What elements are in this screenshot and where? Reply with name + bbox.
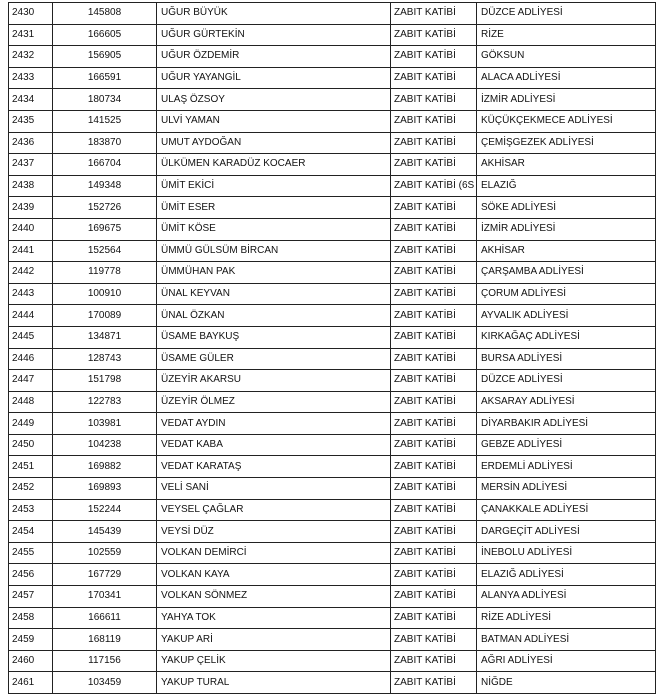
registration-id-cell: 145808	[53, 3, 157, 25]
full-name-cell: ULAŞ ÖZSOY	[157, 89, 391, 111]
row-number-cell: 2438	[9, 175, 53, 197]
job-title-cell: ZABIT KATİBİ	[391, 89, 477, 111]
table-row	[9, 283, 656, 305]
assigned-location-cell: ÇEMİŞGEZEK ADLİYESİ	[477, 132, 656, 154]
registration-id-cell: 169882	[53, 456, 157, 478]
registration-id-cell: 141525	[53, 110, 157, 132]
full-name-cell: VEDAT AYDIN	[157, 413, 391, 435]
full-name-cell: ÜSAME BAYKUŞ	[157, 326, 391, 348]
job-title-cell: ZABIT KATİBİ	[391, 46, 477, 68]
row-number-cell: 2461	[9, 672, 53, 694]
job-title-cell: ZABIT KATİBİ	[391, 326, 477, 348]
full-name-cell: UĞUR ÖZDEMİR	[157, 46, 391, 68]
registration-id-cell: 117156	[53, 650, 157, 672]
row-number-cell: 2443	[9, 283, 53, 305]
assigned-location-cell: DÜZCE ADLİYESİ	[477, 370, 656, 392]
table-row	[9, 240, 656, 262]
table-row	[9, 89, 656, 111]
job-title-cell: ZABIT KATİBİ	[391, 348, 477, 370]
assigned-location-cell: DİYARBAKIR ADLİYESİ	[477, 413, 656, 435]
registration-id-cell: 145439	[53, 521, 157, 543]
row-number-cell: 2445	[9, 326, 53, 348]
row-number-cell: 2442	[9, 262, 53, 284]
full-name-cell: ULVİ YAMAN	[157, 110, 391, 132]
assigned-location-cell: ÇANAKKALE ADLİYESİ	[477, 499, 656, 521]
job-title-cell: ZABIT KATİBİ	[391, 542, 477, 564]
full-name-cell: ÜZEYİR AKARSU	[157, 370, 391, 392]
full-name-cell: UMUT AYDOĞAN	[157, 132, 391, 154]
full-name-cell: ÜZEYİR ÖLMEZ	[157, 391, 391, 413]
assigned-location-cell: BATMAN ADLİYESİ	[477, 629, 656, 651]
full-name-cell: ÜMİT EKİCİ	[157, 175, 391, 197]
job-title-cell: ZABIT KATİBİ	[391, 672, 477, 694]
row-number-cell: 2453	[9, 499, 53, 521]
registration-id-cell: 152726	[53, 197, 157, 219]
assigned-location-cell: AĞRI ADLİYESİ	[477, 650, 656, 672]
row-number-cell: 2448	[9, 391, 53, 413]
registration-id-cell: 152564	[53, 240, 157, 262]
job-title-cell: ZABIT KATİBİ	[391, 413, 477, 435]
job-title-cell: ZABIT KATİBİ	[391, 629, 477, 651]
registration-id-cell: 104238	[53, 434, 157, 456]
registration-id-cell: 100910	[53, 283, 157, 305]
full-name-cell: VOLKAN SÖNMEZ	[157, 586, 391, 608]
assigned-location-cell: KÜÇÜKÇEKMECE ADLİYESİ	[477, 110, 656, 132]
job-title-cell: ZABIT KATİBİ	[391, 499, 477, 521]
assigned-location-cell: AKSARAY ADLİYESİ	[477, 391, 656, 413]
table-row	[9, 434, 656, 456]
registration-id-cell: 119778	[53, 262, 157, 284]
registration-id-cell: 169675	[53, 218, 157, 240]
job-title-cell: ZABIT KATİBİ	[391, 197, 477, 219]
assigned-location-cell: ÇORUM ADLİYESİ	[477, 283, 656, 305]
row-number-cell: 2436	[9, 132, 53, 154]
job-title-cell: ZABIT KATİBİ	[391, 262, 477, 284]
row-number-cell: 2440	[9, 218, 53, 240]
full-name-cell: VEDAT KARATAŞ	[157, 456, 391, 478]
full-name-cell: VEDAT KABA	[157, 434, 391, 456]
job-title-cell: ZABIT KATİBİ	[391, 434, 477, 456]
table-row	[9, 24, 656, 46]
row-number-cell: 2457	[9, 586, 53, 608]
assigned-location-cell: RİZE	[477, 24, 656, 46]
assigned-location-cell: ALANYA ADLİYESİ	[477, 586, 656, 608]
table-row	[9, 218, 656, 240]
table-row	[9, 499, 656, 521]
row-number-cell: 2459	[9, 629, 53, 651]
full-name-cell: YAKUP ÇELİK	[157, 650, 391, 672]
table-row	[9, 305, 656, 327]
row-number-cell: 2452	[9, 478, 53, 500]
full-name-cell: YAHYA TOK	[157, 607, 391, 629]
job-title-cell: ZABIT KATİBİ	[391, 3, 477, 25]
assigned-location-cell: ALACA ADLİYESİ	[477, 67, 656, 89]
job-title-cell: ZABIT KATİBİ	[391, 218, 477, 240]
assigned-location-cell: ELAZIĞ	[477, 175, 656, 197]
assigned-location-cell: İNEBOLU ADLİYESİ	[477, 542, 656, 564]
table-row	[9, 46, 656, 68]
assigned-location-cell: AKHİSAR	[477, 240, 656, 262]
assigned-location-cell: GEBZE ADLİYESİ	[477, 434, 656, 456]
table-row	[9, 175, 656, 197]
row-number-cell: 2447	[9, 370, 53, 392]
full-name-cell: UĞUR GÜRTEKİN	[157, 24, 391, 46]
table-row	[9, 262, 656, 284]
full-name-cell: VOLKAN DEMİRCİ	[157, 542, 391, 564]
job-title-cell: ZABIT KATİBİ	[391, 305, 477, 327]
table-row	[9, 154, 656, 176]
registration-id-cell: 166591	[53, 67, 157, 89]
row-number-cell: 2439	[9, 197, 53, 219]
registration-id-cell: 103981	[53, 413, 157, 435]
full-name-cell: ÜMMÜ GÜLSÜM BİRCAN	[157, 240, 391, 262]
job-title-cell: ZABIT KATİBİ (6S	[391, 175, 477, 197]
assigned-location-cell: SÖKE ADLİYESİ	[477, 197, 656, 219]
full-name-cell: VELİ SANİ	[157, 478, 391, 500]
registration-id-cell: 103459	[53, 672, 157, 694]
registration-id-cell: 151798	[53, 370, 157, 392]
table-row	[9, 542, 656, 564]
row-number-cell: 2456	[9, 564, 53, 586]
row-number-cell: 2433	[9, 67, 53, 89]
job-title-cell: ZABIT KATİBİ	[391, 478, 477, 500]
full-name-cell: UĞUR YAYANGİL	[157, 67, 391, 89]
job-title-cell: ZABIT KATİBİ	[391, 564, 477, 586]
document-page	[8, 2, 656, 694]
job-title-cell: ZABIT KATİBİ	[391, 650, 477, 672]
job-title-cell: ZABIT KATİBİ	[391, 521, 477, 543]
table-row	[9, 110, 656, 132]
full-name-cell: VEYSEL ÇAĞLAR	[157, 499, 391, 521]
assigned-location-cell: ELAZIĞ ADLİYESİ	[477, 564, 656, 586]
table-row	[9, 413, 656, 435]
full-name-cell: ÜSAME GÜLER	[157, 348, 391, 370]
full-name-cell: VEYSİ DÜZ	[157, 521, 391, 543]
job-title-cell: ZABIT KATİBİ	[391, 370, 477, 392]
table-row	[9, 132, 656, 154]
full-name-cell: ÜNAL KEYVAN	[157, 283, 391, 305]
table-row	[9, 3, 656, 25]
assigned-location-cell: DARGEÇİT ADLİYESİ	[477, 521, 656, 543]
full-name-cell: UĞUR BÜYÜK	[157, 3, 391, 25]
assigned-location-cell: BURSA ADLİYESİ	[477, 348, 656, 370]
full-name-cell: ÜMİT ESER	[157, 197, 391, 219]
assigned-location-cell: AKHİSAR	[477, 154, 656, 176]
row-number-cell: 2455	[9, 542, 53, 564]
table-row	[9, 67, 656, 89]
assigned-location-cell: İZMİR ADLİYESİ	[477, 218, 656, 240]
registration-id-cell: 170089	[53, 305, 157, 327]
full-name-cell: ÜMİT KÖSE	[157, 218, 391, 240]
full-name-cell: YAKUP ARİ	[157, 629, 391, 651]
full-name-cell: ÜNAL ÖZKAN	[157, 305, 391, 327]
registration-id-cell: 167729	[53, 564, 157, 586]
registration-id-cell: 128743	[53, 348, 157, 370]
registration-id-cell: 180734	[53, 89, 157, 111]
full-name-cell: ÜMMÜHAN PAK	[157, 262, 391, 284]
job-title-cell: ZABIT KATİBİ	[391, 67, 477, 89]
job-title-cell: ZABIT KATİBİ	[391, 132, 477, 154]
assigned-location-cell: RİZE ADLİYESİ	[477, 607, 656, 629]
table-row	[9, 478, 656, 500]
row-number-cell: 2431	[9, 24, 53, 46]
row-number-cell: 2458	[9, 607, 53, 629]
row-number-cell: 2435	[9, 110, 53, 132]
registration-id-cell: 166611	[53, 607, 157, 629]
job-title-cell: ZABIT KATİBİ	[391, 24, 477, 46]
table-row	[9, 607, 656, 629]
row-number-cell: 2444	[9, 305, 53, 327]
personnel-table-body	[9, 3, 656, 694]
row-number-cell: 2446	[9, 348, 53, 370]
registration-id-cell: 166605	[53, 24, 157, 46]
row-number-cell: 2441	[9, 240, 53, 262]
table-row	[9, 348, 656, 370]
assigned-location-cell: AYVALIK ADLİYESİ	[477, 305, 656, 327]
registration-id-cell: 170341	[53, 586, 157, 608]
job-title-cell: ZABIT KATİBİ	[391, 154, 477, 176]
registration-id-cell: 166704	[53, 154, 157, 176]
full-name-cell: VOLKAN KAYA	[157, 564, 391, 586]
full-name-cell: YAKUP TURAL	[157, 672, 391, 694]
table-row	[9, 629, 656, 651]
table-row	[9, 672, 656, 694]
assigned-location-cell: GÖKSUN	[477, 46, 656, 68]
table-row	[9, 456, 656, 478]
assigned-location-cell: İZMİR ADLİYESİ	[477, 89, 656, 111]
row-number-cell: 2454	[9, 521, 53, 543]
registration-id-cell: 134871	[53, 326, 157, 348]
table-row	[9, 564, 656, 586]
row-number-cell: 2450	[9, 434, 53, 456]
registration-id-cell: 149348	[53, 175, 157, 197]
registration-id-cell: 152244	[53, 499, 157, 521]
registration-id-cell: 168119	[53, 629, 157, 651]
table-row	[9, 370, 656, 392]
registration-id-cell: 156905	[53, 46, 157, 68]
personnel-table	[8, 2, 656, 694]
job-title-cell: ZABIT KATİBİ	[391, 283, 477, 305]
table-row	[9, 650, 656, 672]
row-number-cell: 2434	[9, 89, 53, 111]
registration-id-cell: 183870	[53, 132, 157, 154]
table-row	[9, 586, 656, 608]
table-row	[9, 197, 656, 219]
table-row	[9, 521, 656, 543]
registration-id-cell: 169893	[53, 478, 157, 500]
registration-id-cell: 102559	[53, 542, 157, 564]
job-title-cell: ZABIT KATİBİ	[391, 456, 477, 478]
assigned-location-cell: ÇARŞAMBA ADLİYESİ	[477, 262, 656, 284]
row-number-cell: 2451	[9, 456, 53, 478]
assigned-location-cell: ERDEMLİ ADLİYESİ	[477, 456, 656, 478]
job-title-cell: ZABIT KATİBİ	[391, 240, 477, 262]
assigned-location-cell: KIRKAĞAÇ ADLİYESİ	[477, 326, 656, 348]
job-title-cell: ZABIT KATİBİ	[391, 110, 477, 132]
table-row	[9, 326, 656, 348]
row-number-cell: 2449	[9, 413, 53, 435]
row-number-cell: 2432	[9, 46, 53, 68]
job-title-cell: ZABIT KATİBİ	[391, 391, 477, 413]
row-number-cell: 2437	[9, 154, 53, 176]
assigned-location-cell: NİĞDE	[477, 672, 656, 694]
table-row	[9, 391, 656, 413]
assigned-location-cell: MERSİN ADLİYESİ	[477, 478, 656, 500]
row-number-cell: 2460	[9, 650, 53, 672]
job-title-cell: ZABIT KATİBİ	[391, 607, 477, 629]
assigned-location-cell: DÜZCE ADLİYESİ	[477, 3, 656, 25]
row-number-cell: 2430	[9, 3, 53, 25]
full-name-cell: ÜLKÜMEN KARADÜZ KOCAER	[157, 154, 391, 176]
registration-id-cell: 122783	[53, 391, 157, 413]
job-title-cell: ZABIT KATİBİ	[391, 586, 477, 608]
